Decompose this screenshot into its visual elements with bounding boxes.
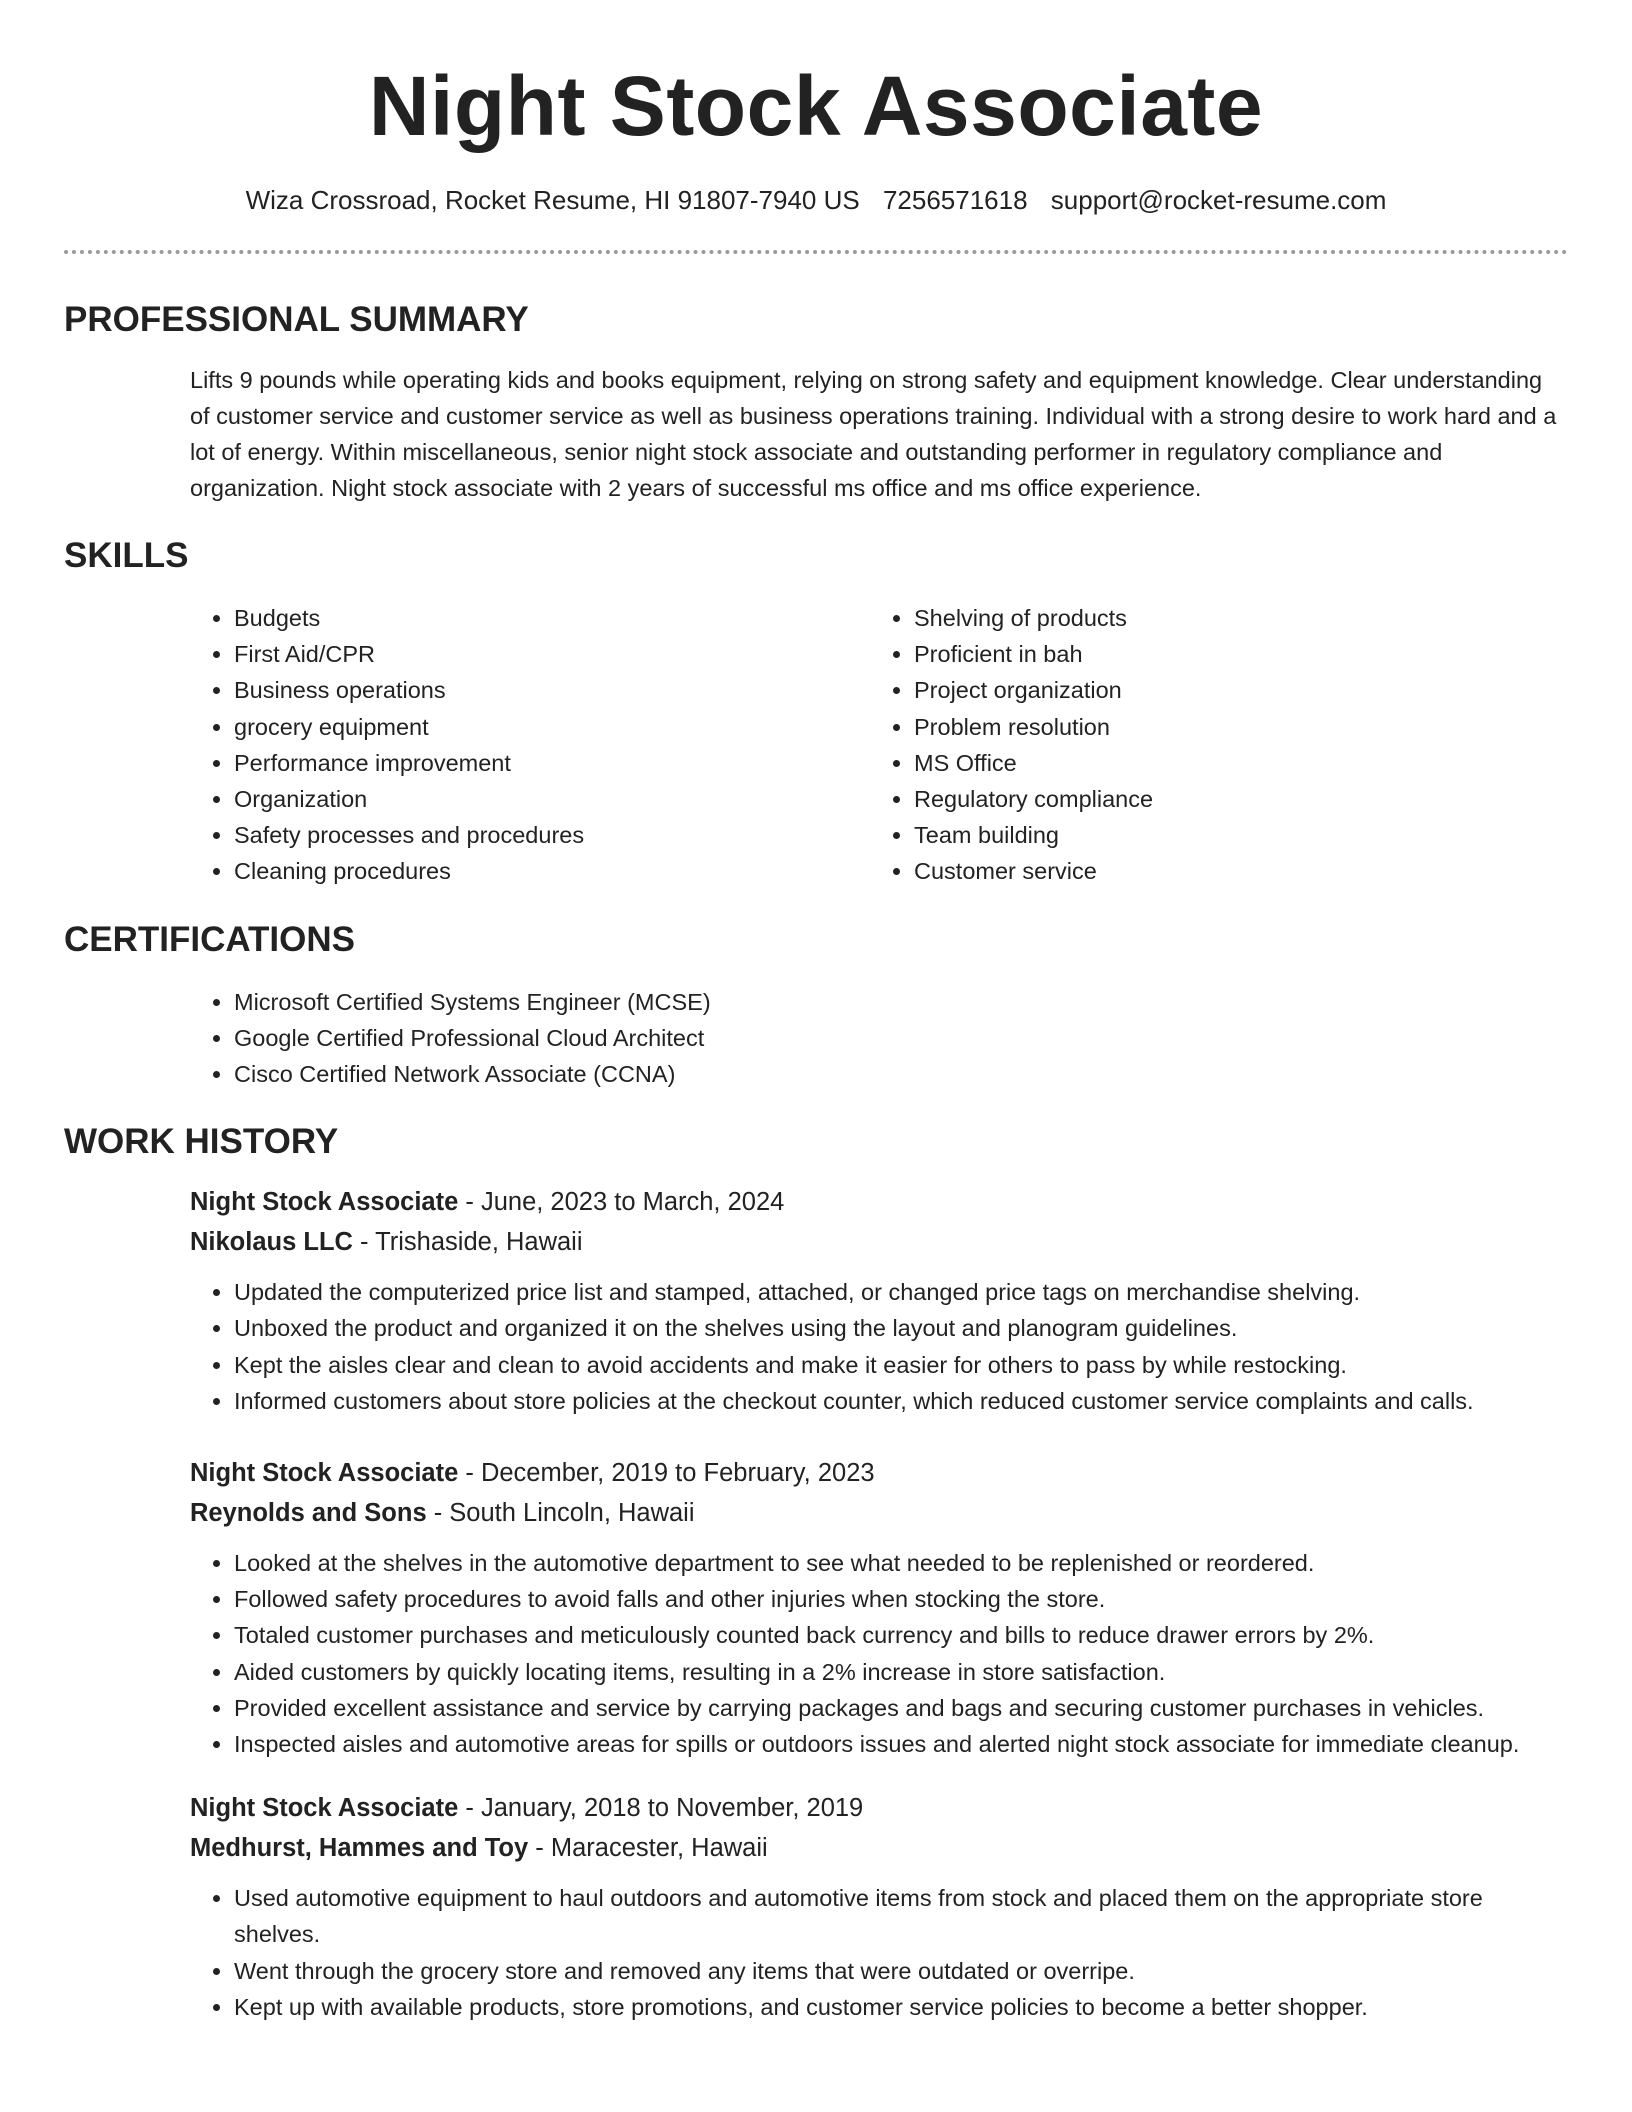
contact-address: Wiza Crossroad, Rocket Resume, HI 91807-7940 US	[245, 185, 860, 215]
certification-item: • Cisco Certified Network Associate (CCNA)	[234, 1056, 1568, 1092]
skill-item: • Project organization	[914, 672, 1550, 708]
candidate-name: Night Stock Associate	[368, 59, 1264, 153]
job-title: Night Stock Associate	[190, 1459, 459, 1488]
skill-item: • Customer service	[914, 853, 1550, 889]
job-dates: - January, 2018 to November, 2019	[458, 1794, 864, 1823]
job-bullets	[190, 1274, 1568, 1419]
skill-item: • First Aid/CPR	[234, 636, 870, 672]
skill-item: • Team building	[914, 817, 1550, 853]
job-company: Nikolaus LLC	[190, 1228, 353, 1257]
job-title: Night Stock Associate	[190, 1794, 459, 1823]
skill-item: • MS Office	[914, 745, 1550, 781]
work-history-section	[64, 1120, 1568, 2025]
job-entry	[190, 1453, 1568, 1762]
skills-section	[64, 534, 1568, 890]
resume-page	[64, 0, 1568, 2025]
job-location: - South Lincoln, Hawaii	[426, 1499, 695, 1528]
job-bullets	[190, 1545, 1568, 1762]
job-bullet: • Informed customers about store policies at the checkout counter, which reduced customer service complaints and calls.	[234, 1383, 1568, 1419]
work-history-heading: WORK HISTORY	[64, 1122, 339, 1162]
job-title-line	[190, 1182, 1568, 1222]
job-bullet: • Aided customers by quickly locating items, resulting in a 2% increase in store satisfaction.	[234, 1654, 1568, 1690]
contact-line	[64, 182, 1568, 218]
job-location: - Maracester, Hawaii	[528, 1834, 768, 1863]
job-bullet: • Went through the grocery store and removed any items that were outdated or overripe.	[234, 1953, 1568, 1989]
certifications-section	[64, 918, 1568, 1093]
summary-heading: PROFESSIONAL SUMMARY	[64, 300, 529, 339]
summary-section	[64, 298, 1568, 506]
skill-item: • Regulatory compliance	[914, 781, 1550, 817]
job-bullet: • Updated the computerized price list and stamped, attached, or changed price tags on merchandise shelving.	[234, 1274, 1568, 1310]
job-title-line	[190, 1453, 1568, 1493]
certifications-heading: CERTIFICATIONS	[64, 919, 356, 959]
job-company-line	[190, 1222, 1568, 1262]
job-bullets	[190, 1880, 1568, 2025]
skill-item: • Problem resolution	[914, 709, 1550, 745]
skills-column-left	[190, 600, 870, 890]
job-company-line	[190, 1493, 1568, 1533]
contact-email: support@rocket-resume.com	[1050, 185, 1387, 215]
job-location: - Trishaside, Hawaii	[352, 1228, 583, 1257]
job-entry	[190, 1182, 1568, 1419]
job-company: Medhurst, Hammes and Toy	[190, 1834, 529, 1863]
skill-item: • Cleaning procedures	[234, 853, 870, 889]
job-entry	[190, 1788, 1568, 2025]
skill-item: • Performance improvement	[234, 745, 870, 781]
job-bullet: • Kept the aisles clear and clean to avoid accidents and make it easier for others to pass by while restocking.	[234, 1347, 1568, 1383]
skills-column-right	[870, 600, 1550, 890]
job-dates: - December, 2019 to February, 2023	[458, 1459, 875, 1488]
job-dates: - June, 2023 to March, 2024	[458, 1188, 785, 1217]
skill-item: • grocery equipment	[234, 709, 870, 745]
job-bullet: • Inspected aisles and automotive areas for spills or outdoors issues and alerted night stock associate for immediate cleanup.	[234, 1726, 1568, 1762]
job-company-line	[190, 1828, 1568, 1868]
contact-phone: 7256571618	[882, 185, 1028, 215]
job-title: Night Stock Associate	[190, 1188, 459, 1217]
skill-item: • Budgets	[234, 600, 870, 636]
skill-item: • Business operations	[234, 672, 870, 708]
certification-item: • Microsoft Certified Systems Engineer (MCSE)	[234, 984, 1568, 1020]
skill-item: • Organization	[234, 781, 870, 817]
job-bullet: • Used automotive equipment to haul outdoors and automotive items from stock and placed them on the appropriate store shelves.	[234, 1880, 1568, 1952]
header-divider	[64, 250, 1568, 254]
job-bullet: • Provided excellent assistance and service by carrying packages and bags and securing customer purchases in vehicles.	[234, 1690, 1568, 1726]
job-title-line	[190, 1788, 1568, 1828]
skill-item: • Safety processes and procedures	[234, 817, 870, 853]
skill-item: • Proficient in bah	[914, 636, 1550, 672]
job-bullet: • Followed safety procedures to avoid falls and other injuries when stocking the store.	[234, 1581, 1568, 1617]
job-bullet: • Unboxed the product and organized it on the shelves using the layout and planogram guidelines.	[234, 1310, 1568, 1346]
job-company: Reynolds and Sons	[190, 1499, 427, 1528]
job-bullet: • Totaled customer purchases and meticulously counted back currency and bills to reduce drawer errors by 2%.	[234, 1617, 1568, 1653]
job-bullet: • Looked at the shelves in the automotive department to see what needed to be replenished or reordered.	[234, 1545, 1568, 1581]
job-bullet: • Kept up with available products, store promotions, and customer service policies to become a better shopper.	[234, 1989, 1568, 2025]
summary-text: Lifts 9 pounds while operating kids and books equipment, relying on strong safety and equipment knowledge. Clear understanding of customer service and customer service as well as business operations training. Individual with a strong desire to work hard and a lot of energy. Within miscellaneous, senior night stock associate and outstanding performer in regulatory compliance and organization. Night stock associate with 2 years of successful ms office and ms office experience.	[190, 367, 1557, 501]
skill-item: • Shelving of products	[914, 600, 1550, 636]
skills-heading: SKILLS	[64, 536, 189, 575]
certification-item: • Google Certified Professional Cloud Architect	[234, 1020, 1568, 1056]
